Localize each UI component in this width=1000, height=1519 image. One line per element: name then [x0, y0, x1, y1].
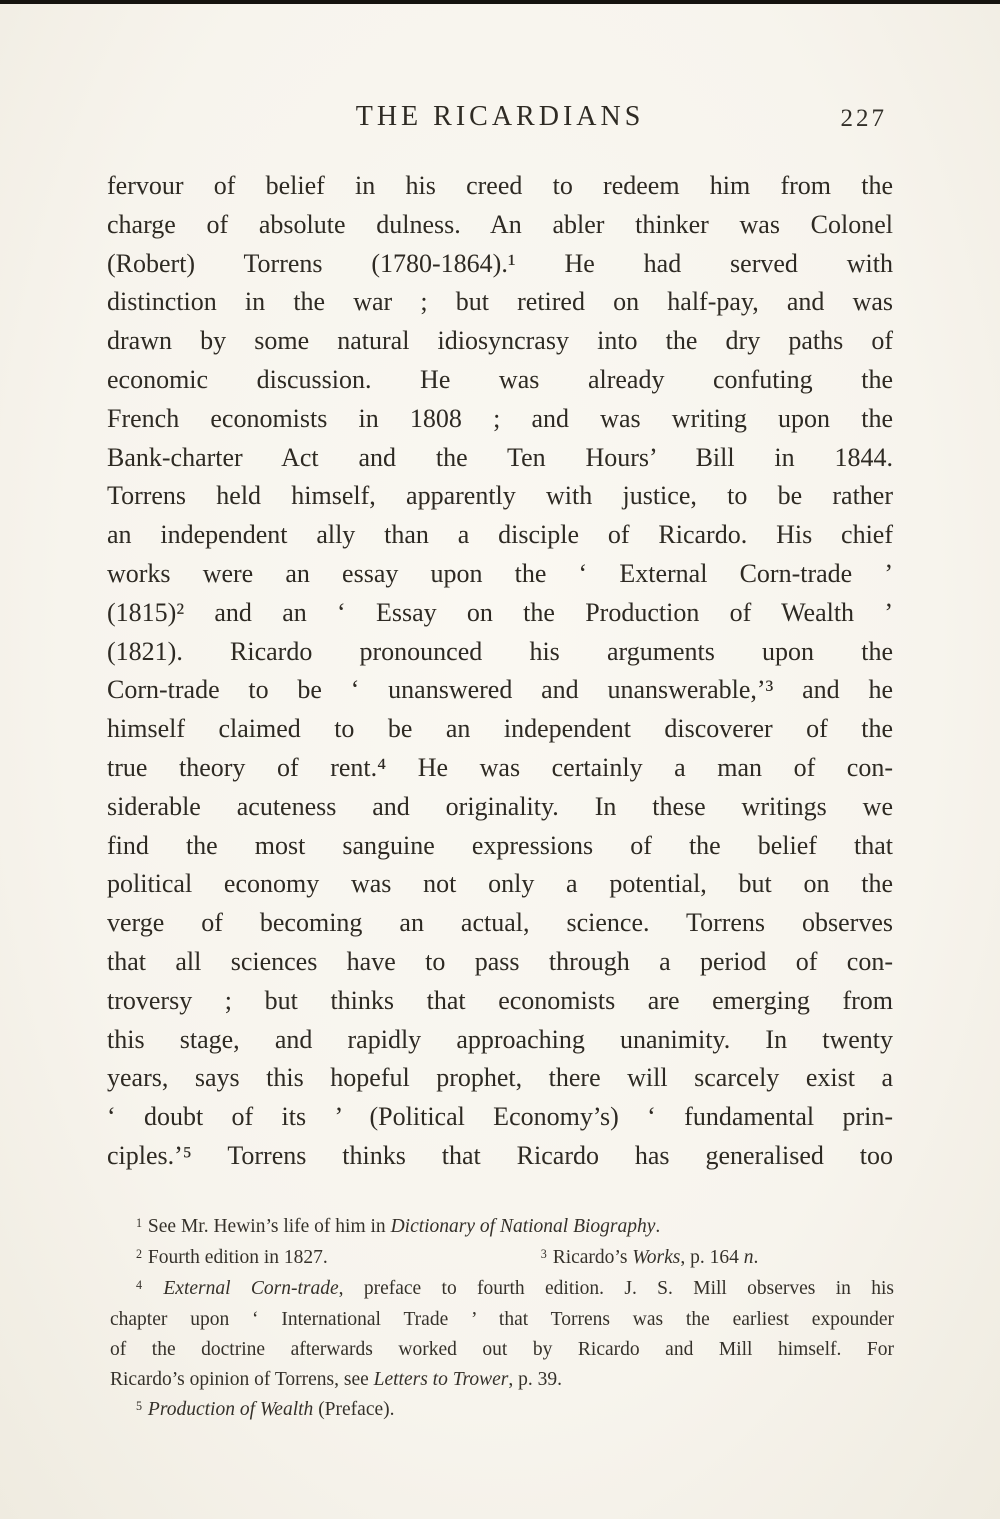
footnote-text: External Corn-trade: [163, 1278, 339, 1299]
body-line: verge of becoming an actual, science. Torrens observes: [107, 908, 893, 938]
body-text: [107, 167, 893, 1176]
scan-edge: [0, 0, 1000, 4]
footnote-marker: 4: [136, 1277, 143, 1292]
footnote-text: .: [655, 1216, 661, 1237]
footnote-text: [143, 1278, 163, 1299]
footnote-marker: 3: [540, 1246, 547, 1261]
footnote-line: [110, 1335, 894, 1365]
body-line: ‘ doubt of its ’ (Political Economy’s) ‘ fundamental prin-: [107, 1102, 893, 1132]
footnote-text: , p. 164: [680, 1247, 744, 1268]
footnote-marker: 5: [136, 1398, 143, 1413]
body-line: political economy was not only a potential, but on the: [107, 869, 893, 899]
body-line: this stage, and rapidly approaching unanimity. In twenty: [107, 1024, 893, 1054]
footnote-text: Letters to Trower: [373, 1369, 509, 1390]
footnote-text: , preface to fourth edition. J. S. Mill observes in his: [338, 1278, 894, 1299]
footnote-marker: 2: [136, 1246, 143, 1261]
body-line: Bank-charter Act and the Ten Hours’ Bill in 1844.: [107, 442, 893, 472]
footnote-text: Fourth edition in 1827.: [143, 1247, 328, 1268]
footnote-text: of the doctrine afterwards worked out by Ricardo and Mill himself. For: [110, 1339, 894, 1360]
body-line: works were an essay upon the ‘ External Corn-trade ’: [107, 558, 893, 588]
footnote-text: See Mr. Hewin’s life of him in: [143, 1216, 391, 1237]
body-line: an independent ally than a disciple of Ricardo. His chief: [107, 520, 893, 550]
body-line: economic discussion. He was already confuting the: [107, 364, 893, 394]
body-line: Corn-trade to be ‘ unanswered and unanswerable,’³ and he: [107, 675, 893, 705]
page-number: 227: [840, 105, 887, 132]
body-line: himself claimed to be an independent discoverer of the: [107, 714, 893, 744]
body-line: find the most sanguine expressions of the belief that: [107, 830, 893, 860]
footnote-line: [110, 1243, 894, 1274]
body-line: fervour of belief in his creed to redeem him from the: [107, 171, 893, 200]
footnote-text: Production of Wealth: [147, 1399, 314, 1420]
footnote-marker: 1: [136, 1215, 143, 1230]
footnote-text: .: [753, 1247, 759, 1268]
running-title: THE RICARDIANS: [355, 101, 645, 132]
body-line: Torrens held himself, apparently with justice, to be rather: [107, 481, 893, 511]
body-line: French economists in 1808 ; and was writing upon the: [107, 403, 893, 433]
footnote-text: n: [743, 1247, 754, 1268]
body-line: troversy ; but thinks that economists are emerging from: [107, 985, 893, 1015]
footnote-line: [110, 1395, 894, 1426]
footnote-line: [110, 1212, 894, 1243]
body-line: (1815)² and an ‘ Essay on the Production of Wealth ’: [107, 597, 893, 627]
body-line: (1821). Ricardo pronounced his arguments upon the: [107, 636, 893, 666]
body-line: siderable acuteness and originality. In these writings we: [107, 791, 893, 821]
footnote-text: Ricardo’s opinion of Torrens, see: [110, 1369, 374, 1390]
footnotes: [110, 1212, 894, 1426]
footnote-text: (Preface).: [313, 1399, 395, 1420]
footnote-gap: [328, 1262, 541, 1263]
body-line: years, says this hopeful prophet, there will scarcely exist a: [107, 1063, 893, 1093]
footnote-text: Works: [632, 1247, 681, 1268]
footnote-text: Dictionary of National Biography: [390, 1216, 656, 1237]
body-line: true theory of rent.⁴ He was certainly a man of con-: [107, 752, 893, 782]
page-header: [107, 100, 893, 140]
footnote-text: chapter upon ‘ International Trade ’ that Torrens was the earliest expounder: [110, 1309, 894, 1330]
body-line: ciples.’⁵ Torrens thinks that Ricardo has generalised too: [107, 1140, 893, 1170]
footnote-line: [110, 1305, 894, 1335]
footnote-text: Ricardo’s: [547, 1247, 633, 1268]
footnote-line: [110, 1365, 894, 1395]
body-line: that all sciences have to pass through a period of con-: [107, 946, 893, 976]
body-line: (Robert) Torrens (1780-1864).¹ He had served with: [107, 248, 893, 278]
body-line: drawn by some natural idiosyncrasy into the dry paths of: [107, 326, 893, 356]
footnote-text: , p. 39.: [508, 1369, 562, 1390]
footnote-line: [110, 1274, 894, 1305]
body-line: distinction in the war ; but retired on half-pay, and was: [107, 287, 893, 317]
body-line: charge of absolute dulness. An abler thinker was Colonel: [107, 209, 893, 239]
